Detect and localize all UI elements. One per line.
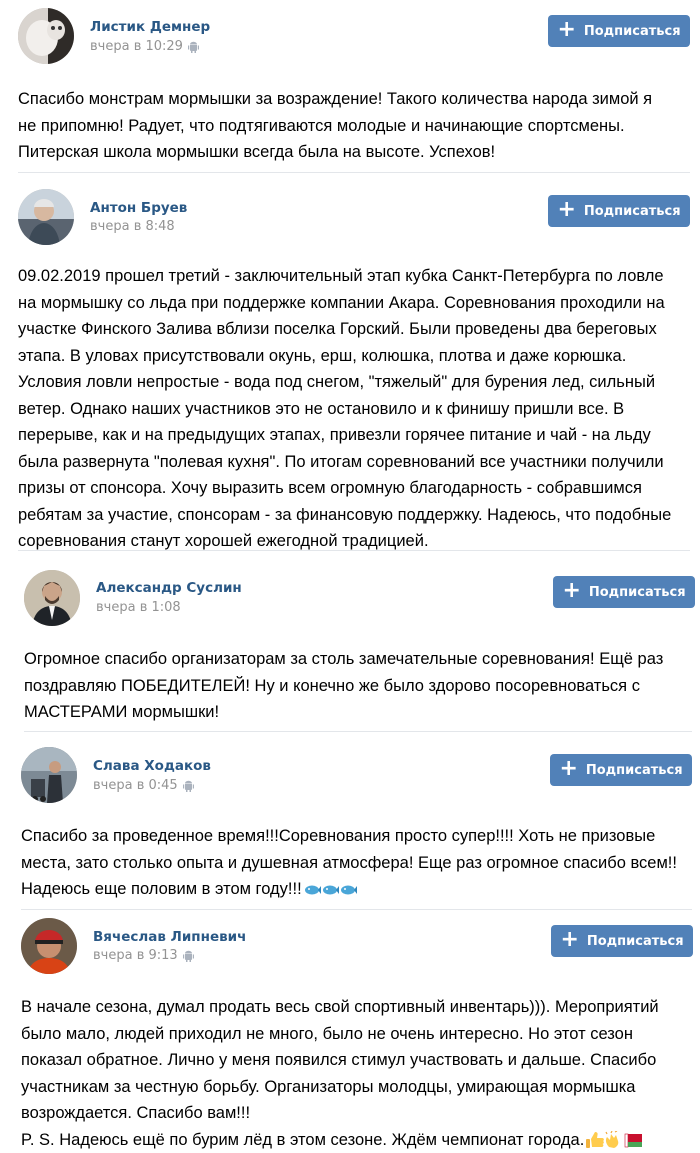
comment-text [18, 86, 652, 166]
divider [21, 909, 692, 910]
subscribe-button[interactable] [551, 925, 693, 957]
post-meta [90, 39, 199, 54]
divider [24, 731, 692, 732]
android-icon [183, 780, 194, 792]
author-name[interactable]: Слава Ходаков [93, 758, 211, 774]
post-meta [96, 600, 181, 615]
comment-text [18, 263, 671, 555]
author-name[interactable]: Вячеслав Липневич [93, 929, 246, 945]
avatar-photo-icon [24, 570, 80, 626]
subscribe-label: Подписаться [584, 204, 681, 219]
text-line: Питерская школа мормышки всегда была на высоте. Успехов! [18, 139, 652, 166]
fish-icon [323, 885, 339, 894]
belarus-flag-icon [625, 1134, 642, 1147]
divider [18, 172, 690, 173]
comment-text [24, 646, 663, 726]
post-time[interactable]: вчера в 0:45 [93, 778, 178, 793]
comment-text [21, 823, 677, 903]
text-line: Спасибо за проведенное время!!!Соревнования просто супер!!!! Хоть не призовые [21, 823, 677, 850]
subscribe-button[interactable] [553, 576, 695, 608]
fish-emoji-icon [303, 882, 357, 898]
subscribe-button[interactable] [548, 15, 690, 47]
avatar[interactable] [21, 747, 77, 803]
text-line: поздравляю ПОБЕДИТЕЛЕЙ! Ну и конечно же было здорово посоревноваться с [24, 673, 663, 700]
comment-text [21, 994, 659, 1153]
text-line [21, 876, 677, 903]
post-time[interactable]: вчера в 1:08 [96, 600, 181, 615]
text-line: на мормышку со льда при поддержке компании Акара. Соревнования проходили на [18, 290, 671, 317]
post-meta [93, 948, 194, 963]
text-line: Спасибо монстрам мормышки за возраждение! Такого количества народа зимой я [18, 86, 652, 113]
text-line: соревнования станут хорошей ежегодной традицией. [18, 528, 671, 555]
post-time[interactable]: вчера в 9:13 [93, 948, 178, 963]
plus-icon: + [557, 19, 575, 41]
avatar[interactable] [18, 189, 74, 245]
author-name[interactable]: Листик Демнер [90, 19, 210, 35]
text-line: перерыве, как и на предыдущих этапах, привезли горячее питание и чай - на льду [18, 422, 671, 449]
plus-icon: + [562, 580, 580, 602]
text-line: В начале сезона, думал продать весь свой спортивный инвентарь))). Мероприятий [21, 994, 659, 1021]
android-icon [188, 41, 199, 53]
post-meta [90, 219, 175, 234]
text-line: была развернута "полевая кухня". По итогам соревнований все участники получили [18, 449, 671, 476]
avatar-photo-icon [18, 8, 74, 64]
text-line-content: P. S. Надеюсь ещё по бурим лёд в этом сезоне. Ждём чемпионат города. [21, 1131, 584, 1149]
subscribe-button[interactable] [550, 754, 692, 786]
text-line: возрождается. Спасибо вам!!! [21, 1100, 659, 1127]
avatar[interactable] [18, 8, 74, 64]
plus-icon: + [560, 929, 578, 951]
avatar[interactable] [21, 918, 77, 974]
post-meta [93, 778, 194, 793]
subscribe-label: Подписаться [587, 934, 684, 949]
android-icon [183, 950, 194, 962]
plus-icon: + [559, 758, 577, 780]
author-name[interactable]: Антон Бруев [90, 200, 187, 216]
divider [18, 550, 690, 551]
subscribe-label: Подписаться [584, 24, 681, 39]
avatar-photo-icon [21, 747, 77, 803]
author-name[interactable]: Александр Суслин [96, 580, 242, 596]
emoji-group-icon [585, 1131, 643, 1149]
avatar[interactable] [24, 570, 80, 626]
fish-icon [305, 885, 321, 894]
avatar-photo-icon [18, 189, 74, 245]
text-line: ребятам за участие, спонсорам - за финансовую поддержку. Надеюсь, что подобные [18, 502, 671, 529]
thumbs-up-icon [586, 1132, 604, 1148]
plus-icon: + [557, 199, 575, 221]
text-line: было мало, людей приходил не много, было не очень интересно. Но этот сезон [21, 1021, 659, 1048]
text-line: ветер. Однако наших участников это не остановило и к финишу пришли все. В [18, 396, 671, 423]
subscribe-label: Подписаться [589, 585, 686, 600]
post-time[interactable]: вчера в 8:48 [90, 219, 175, 234]
text-line: этапа. В уловах присутствовали окунь, ерш, колюшка, плотва и даже корюшка. [18, 343, 671, 370]
text-line-content: Надеюсь еще половим в этом году!!! [21, 880, 302, 898]
text-line: участке Финского Залива вблизи поселка Горский. Были проведены два береговых [18, 316, 671, 343]
text-line [21, 1127, 659, 1153]
text-line: не припомню! Радует, что подтягиваются молодые и начинающие спортсмены. [18, 113, 652, 140]
post-time[interactable]: вчера в 10:29 [90, 39, 183, 54]
text-line: участникам за честную борьбу. Организаторы молодцы, умирающая мормышка [21, 1074, 659, 1101]
text-line: Условия ловли непростые - вода под снегом, "тяжелый" для бурения лед, сильный [18, 369, 671, 396]
text-line: 09.02.2019 прошел третий - заключительный этап кубка Санкт-Петербурга по ловле [18, 263, 671, 290]
text-line: места, зато столько опыта и душевная атмосфера! Еще раз огромное спасибо всем!! [21, 850, 677, 877]
text-line: показал обратное. Лично у меня появился стимул участвовать и дальше. Спасибо [21, 1047, 659, 1074]
subscribe-label: Подписаться [586, 763, 683, 778]
text-line: призы от спонсора. Хочу выразить всем огромную благодарность - собравшимся [18, 475, 671, 502]
text-line: МАСТЕРАМИ мормышки! [24, 699, 663, 726]
avatar-photo-icon [21, 918, 77, 974]
text-line: Огромное спасибо организаторам за столь замечательные соревнования! Ещё раз [24, 646, 663, 673]
fish-icon [341, 885, 357, 894]
clapping-hands-icon [606, 1131, 618, 1148]
subscribe-button[interactable] [548, 195, 690, 227]
